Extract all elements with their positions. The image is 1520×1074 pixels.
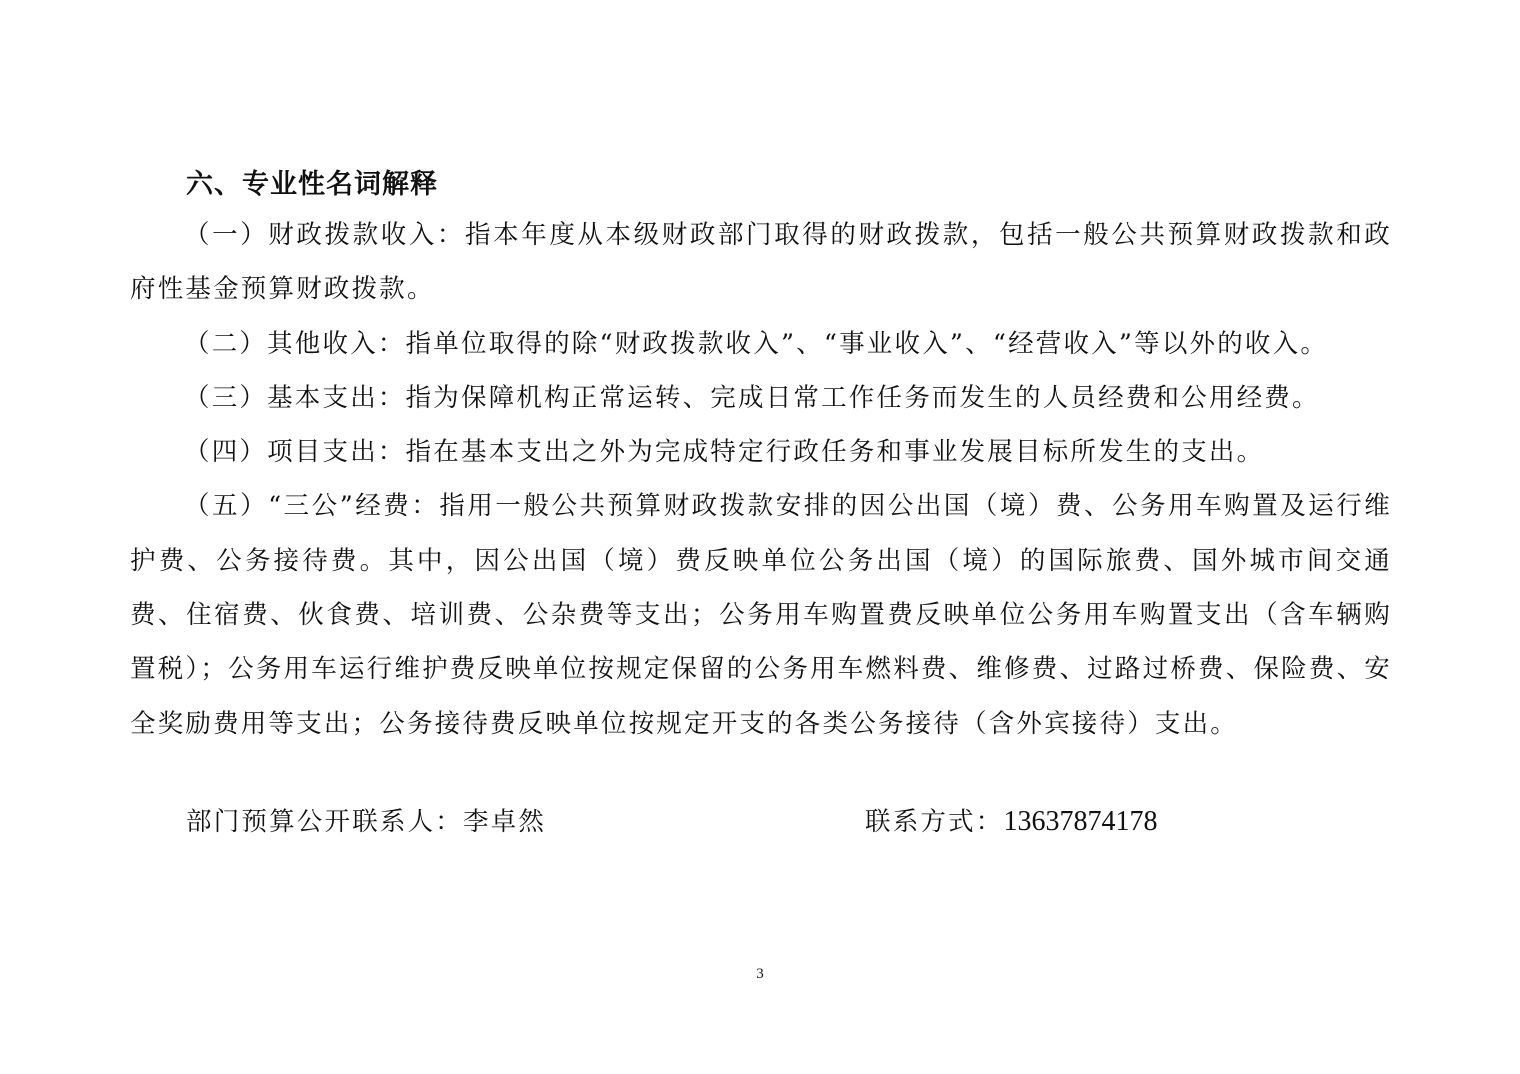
contact-phone-number: 13637874178 [1003, 806, 1158, 837]
section-heading: 六、专业性名词解释 [186, 169, 438, 200]
section-body [130, 208, 1392, 751]
paragraph-fiscal-appropriation-income: （一）财政拨款收入：指本年度从本级财政部门取得的财政拨款，包括一般公共预算财政拨款和政府性基金预算财政拨款。 [130, 220, 1392, 305]
contact-phone-label: 联系方式： [865, 807, 1004, 837]
page-number: 3 [756, 966, 764, 982]
contact-person-name: 李卓然 [463, 807, 547, 837]
contact-person [186, 802, 546, 838]
paragraph-project-expenditure: （四）项目支出：指在基本支出之外为完成特定行政任务和事业发展目标所发生的支出。 [184, 437, 1265, 468]
paragraph-basic-expenditure: （三）基本支出：指为保障机构正常运转、完成日常工作任务而发生的人员经费和公用经费。 [184, 382, 1320, 413]
paragraph-other-income: （二）其他收入：指单位取得的除“财政拨款收入”、“事业收入”、“经营收入”等以外的收入。 [184, 328, 1329, 359]
contact-phone [865, 802, 1158, 838]
paragraph-three-public-expenses: （五）“三公”经费：指用一般公共预算财政拨款安排的因公出国（境）费、公务用车购置及运行维护费、公务接待费。其中，因公出国（境）费反映单位公务出国（境）的国际旅费、国外城市间交通费、住宿费、伙食费、培训费、公杂费等支出；公务用车购置费反映单位公务用车购置支出（含车辆购置税）；公务用车运行维护费反映单位按规定保留的公务用车燃料费、维修费、过路过桥费、保险费、安全奖励费用等支出；公务接待费反映单位按规定开支的各类公务接待（含外宾接待）支出。 [130, 491, 1392, 739]
contact-person-label: 部门预算公开联系人： [186, 807, 464, 837]
